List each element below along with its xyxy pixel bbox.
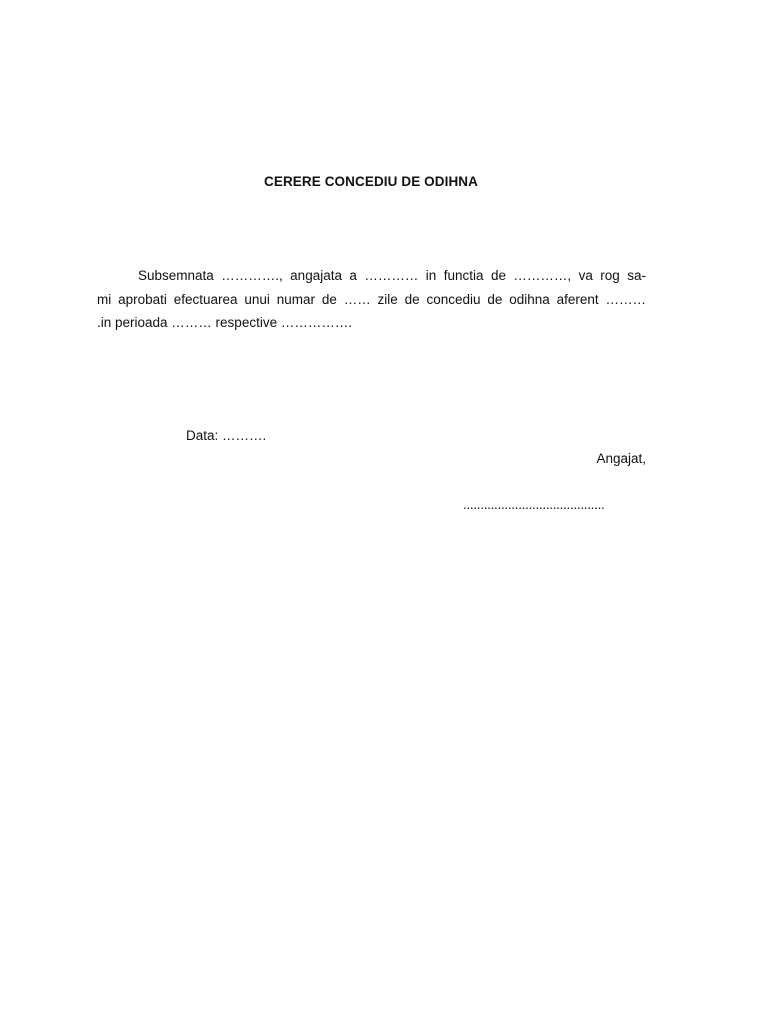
employee-label: Angajat, xyxy=(596,451,646,466)
date-field: Data: ………. xyxy=(186,428,267,443)
paragraph-line-3: .in perioada ……… respective ……………. xyxy=(97,315,353,330)
signature-placeholder: ......................................... xyxy=(463,497,605,512)
paragraph-line-1: Subsemnata …………., angajata a ………… in functia de …………, va rog sa- xyxy=(138,268,646,283)
document-title: CERERE CONCEDIU DE ODIHNA xyxy=(263,174,479,189)
request-paragraph xyxy=(97,264,646,335)
paragraph-line-2: mi aprobati efectuarea unui numar de …… zile de concediu de odihna aferent ……… xyxy=(97,291,646,307)
